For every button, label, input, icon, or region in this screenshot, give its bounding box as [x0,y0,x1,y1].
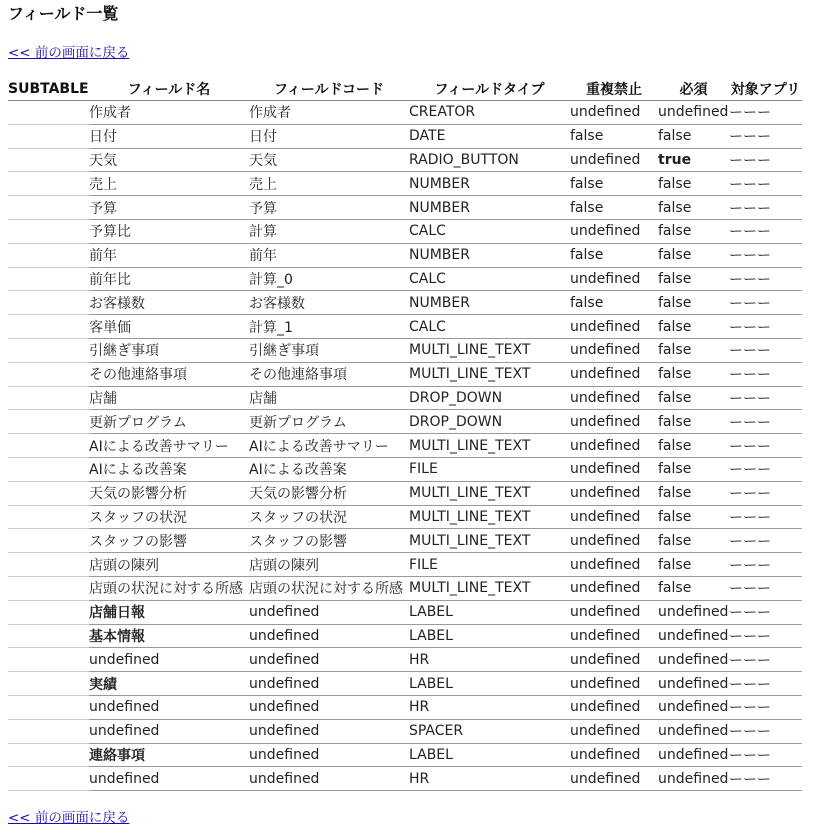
cell-target-app: ーーー [729,743,802,767]
cell-field-code: 天気の影響分析 [249,481,409,505]
cell-required: false [658,267,729,291]
cell-required: true [658,148,729,172]
cell-no-duplicate: undefined [570,624,658,648]
table-row [8,695,802,719]
cell-target-app: ーーー [729,695,802,719]
cell-subtable [8,457,89,481]
table-row [8,553,802,577]
cell-field-type: MULTI_LINE_TEXT [409,434,570,458]
cell-field-name: 店舗日報 [89,600,249,624]
cell-no-duplicate: false [570,291,658,315]
cell-field-type: FILE [409,457,570,481]
cell-field-code: 引継ぎ事項 [249,338,409,362]
cell-no-duplicate: undefined [570,267,658,291]
cell-required: false [658,172,729,196]
cell-subtable [8,648,89,672]
cell-no-duplicate: undefined [570,648,658,672]
cell-field-type: CALC [409,267,570,291]
cell-field-code: 店頭の状況に対する所感 [249,576,409,600]
cell-target-app: ーーー [729,410,802,434]
cell-target-app: ーーー [729,719,802,743]
cell-required: false [658,338,729,362]
cell-no-duplicate: undefined [570,148,658,172]
table-row [8,600,802,624]
cell-target-app: ーーー [729,624,802,648]
cell-field-name: 前年 [89,243,249,267]
cell-field-code: undefined [249,695,409,719]
cell-no-duplicate: undefined [570,457,658,481]
cell-subtable [8,315,89,339]
table-row [8,529,802,553]
cell-required: undefined [658,719,729,743]
table-row [8,481,802,505]
cell-field-type: NUMBER [409,291,570,315]
cell-field-type: MULTI_LINE_TEXT [409,481,570,505]
cell-target-app: ーーー [729,196,802,220]
table-row [8,767,802,791]
cell-field-type: CREATOR [409,101,570,125]
header-subtable: SUBTABLE [8,77,89,101]
table-row [8,315,802,339]
cell-target-app: ーーー [729,553,802,577]
cell-required: undefined [658,767,729,791]
cell-no-duplicate: undefined [570,767,658,791]
header-field-code: フィールドコード [249,77,409,101]
cell-field-type: MULTI_LINE_TEXT [409,576,570,600]
cell-field-code: 店頭の陳列 [249,553,409,577]
cell-subtable [8,576,89,600]
cell-no-duplicate: undefined [570,529,658,553]
cell-field-code: 更新プログラム [249,410,409,434]
cell-field-code: 作成者 [249,101,409,125]
cell-target-app: ーーー [729,267,802,291]
cell-field-name: 天気 [89,148,249,172]
cell-field-code: お客様数 [249,291,409,315]
cell-target-app: ーーー [729,243,802,267]
cell-subtable [8,267,89,291]
cell-field-type: SPACER [409,719,570,743]
table-row [8,362,802,386]
cell-field-name: undefined [89,767,249,791]
table-row [8,743,802,767]
cell-required: false [658,196,729,220]
cell-field-name: undefined [89,719,249,743]
cell-field-name: スタッフの影響 [89,529,249,553]
header-target-app: 対象アプリ [729,77,802,101]
cell-no-duplicate: undefined [570,315,658,339]
cell-target-app: ーーー [729,148,802,172]
cell-no-duplicate: false [570,172,658,196]
cell-no-duplicate: undefined [570,219,658,243]
cell-required: false [658,124,729,148]
cell-field-code: 天気 [249,148,409,172]
cell-field-code: スタッフの状況 [249,505,409,529]
back-link-bottom[interactable]: << 前の画面に戻る [8,810,130,826]
cell-subtable [8,505,89,529]
cell-field-type: DROP_DOWN [409,410,570,434]
cell-no-duplicate: false [570,124,658,148]
cell-field-code: 予算 [249,196,409,220]
cell-field-name: 基本情報 [89,624,249,648]
cell-target-app: ーーー [729,481,802,505]
cell-field-type: MULTI_LINE_TEXT [409,338,570,362]
page-title: フィールド一覧 [8,4,119,23]
cell-field-type: MULTI_LINE_TEXT [409,529,570,553]
cell-target-app: ーーー [729,600,802,624]
table-row [8,648,802,672]
cell-field-code: undefined [249,672,409,696]
cell-subtable [8,219,89,243]
cell-field-code: 売上 [249,172,409,196]
cell-no-duplicate: undefined [570,553,658,577]
cell-subtable [8,672,89,696]
cell-field-name: 前年比 [89,267,249,291]
header-row [8,77,802,101]
cell-required: undefined [658,101,729,125]
cell-field-name: 予算比 [89,219,249,243]
cell-target-app: ーーー [729,219,802,243]
cell-field-type: MULTI_LINE_TEXT [409,362,570,386]
cell-no-duplicate: undefined [570,101,658,125]
cell-subtable [8,172,89,196]
cell-field-code: 計算_0 [249,267,409,291]
table-body [8,101,802,791]
cell-no-duplicate: undefined [570,505,658,529]
cell-field-type: LABEL [409,672,570,696]
cell-field-name: 連絡事項 [89,743,249,767]
cell-required: false [658,529,729,553]
cell-field-type: HR [409,695,570,719]
cell-field-name: お客様数 [89,291,249,315]
cell-field-code: 計算_1 [249,315,409,339]
cell-no-duplicate: undefined [570,410,658,434]
cell-no-duplicate: undefined [570,743,658,767]
cell-field-name: AIによる改善案 [89,457,249,481]
cell-target-app: ーーー [729,434,802,458]
cell-subtable [8,553,89,577]
cell-subtable [8,338,89,362]
cell-field-type: LABEL [409,624,570,648]
cell-field-code: 前年 [249,243,409,267]
table-row [8,434,802,458]
table-row [8,172,802,196]
cell-field-name: undefined [89,695,249,719]
cell-field-name: 店頭の陳列 [89,553,249,577]
cell-target-app: ーーー [729,101,802,125]
cell-field-name: 予算 [89,196,249,220]
cell-subtable [8,767,89,791]
table-row [8,196,802,220]
table-row [8,291,802,315]
cell-subtable [8,481,89,505]
cell-field-code: undefined [249,600,409,624]
cell-subtable [8,196,89,220]
cell-target-app: ーーー [729,338,802,362]
table-row [8,243,802,267]
table-row [8,338,802,362]
cell-no-duplicate: undefined [570,362,658,386]
cell-subtable [8,148,89,172]
table-row [8,410,802,434]
cell-field-code: undefined [249,743,409,767]
table-row [8,672,802,696]
cell-required: false [658,553,729,577]
cell-no-duplicate: undefined [570,672,658,696]
cell-field-code: 店舗 [249,386,409,410]
cell-no-duplicate: undefined [570,338,658,362]
cell-field-type: MULTI_LINE_TEXT [409,505,570,529]
cell-field-name: 実績 [89,672,249,696]
cell-field-code: 計算 [249,219,409,243]
cell-required: false [658,315,729,339]
cell-target-app: ーーー [729,767,802,791]
cell-required: false [658,505,729,529]
cell-no-duplicate: false [570,196,658,220]
cell-required: false [658,434,729,458]
cell-required: undefined [658,600,729,624]
cell-field-code: undefined [249,648,409,672]
cell-field-type: CALC [409,219,570,243]
cell-field-type: CALC [409,315,570,339]
cell-required: false [658,362,729,386]
cell-field-name: スタッフの状況 [89,505,249,529]
cell-required: false [658,243,729,267]
table-row [8,719,802,743]
cell-target-app: ーーー [729,648,802,672]
cell-target-app: ーーー [729,362,802,386]
table-row [8,124,802,148]
cell-required: false [658,481,729,505]
cell-required: false [658,457,729,481]
cell-target-app: ーーー [729,124,802,148]
cell-subtable [8,101,89,125]
table-row [8,148,802,172]
cell-subtable [8,719,89,743]
cell-no-duplicate: undefined [570,576,658,600]
cell-no-duplicate: false [570,243,658,267]
cell-no-duplicate: undefined [570,695,658,719]
field-list-table [8,77,802,791]
cell-field-name: 更新プログラム [89,410,249,434]
cell-field-name: 店舗 [89,386,249,410]
cell-subtable [8,624,89,648]
table-row [8,457,802,481]
cell-field-type: LABEL [409,600,570,624]
cell-no-duplicate: undefined [570,719,658,743]
table-row [8,267,802,291]
cell-field-code: AIによる改善サマリー [249,434,409,458]
cell-field-type: DROP_DOWN [409,386,570,410]
cell-field-type: DATE [409,124,570,148]
header-field-type: フィールドタイプ [409,77,570,101]
cell-subtable [8,243,89,267]
cell-field-code: undefined [249,767,409,791]
cell-subtable [8,529,89,553]
cell-target-app: ーーー [729,672,802,696]
cell-field-name: 引継ぎ事項 [89,338,249,362]
cell-target-app: ーーー [729,576,802,600]
cell-field-code: 日付 [249,124,409,148]
cell-required: undefined [658,624,729,648]
cell-field-name: 作成者 [89,101,249,125]
cell-subtable [8,434,89,458]
cell-target-app: ーーー [729,505,802,529]
table-row [8,219,802,243]
cell-field-type: LABEL [409,743,570,767]
cell-target-app: ーーー [729,315,802,339]
table-row [8,101,802,125]
cell-required: false [658,219,729,243]
cell-field-name: 客単価 [89,315,249,339]
cell-target-app: ーーー [729,386,802,410]
cell-required: false [658,576,729,600]
cell-field-name: 日付 [89,124,249,148]
table-row [8,576,802,600]
cell-field-name: 店頭の状況に対する所感 [89,576,249,600]
cell-field-type: FILE [409,553,570,577]
cell-field-name: 売上 [89,172,249,196]
cell-field-type: RADIO_BUTTON [409,148,570,172]
cell-target-app: ーーー [729,457,802,481]
cell-no-duplicate: undefined [570,386,658,410]
cell-subtable [8,291,89,315]
cell-required: undefined [658,648,729,672]
cell-required: false [658,386,729,410]
cell-field-code: その他連絡事項 [249,362,409,386]
cell-field-name: その他連絡事項 [89,362,249,386]
header-no-duplicate: 重複禁止 [570,77,658,101]
cell-field-code: スタッフの影響 [249,529,409,553]
cell-field-type: NUMBER [409,172,570,196]
cell-no-duplicate: undefined [570,434,658,458]
table-row [8,624,802,648]
cell-subtable [8,743,89,767]
header-field-name: フィールド名 [89,77,249,101]
cell-field-code: undefined [249,624,409,648]
cell-field-type: HR [409,767,570,791]
cell-subtable [8,362,89,386]
table-header [8,77,802,101]
cell-subtable [8,695,89,719]
cell-field-name: 天気の影響分析 [89,481,249,505]
cell-field-type: NUMBER [409,243,570,267]
cell-no-duplicate: undefined [570,481,658,505]
cell-required: undefined [658,695,729,719]
cell-required: undefined [658,743,729,767]
cell-target-app: ーーー [729,172,802,196]
cell-field-type: HR [409,648,570,672]
cell-required: undefined [658,672,729,696]
cell-field-code: AIによる改善案 [249,457,409,481]
cell-field-code: undefined [249,719,409,743]
cell-target-app: ーーー [729,529,802,553]
table-row [8,386,802,410]
cell-field-name: AIによる改善サマリー [89,434,249,458]
cell-subtable [8,124,89,148]
cell-field-name: undefined [89,648,249,672]
cell-no-duplicate: undefined [570,600,658,624]
cell-required: false [658,410,729,434]
back-link-top[interactable]: << 前の画面に戻る [8,45,130,61]
header-required: 必須 [658,77,729,101]
cell-subtable [8,600,89,624]
cell-required: false [658,291,729,315]
cell-target-app: ーーー [729,291,802,315]
cell-subtable [8,410,89,434]
cell-subtable [8,386,89,410]
cell-field-type: NUMBER [409,196,570,220]
table-row [8,505,802,529]
